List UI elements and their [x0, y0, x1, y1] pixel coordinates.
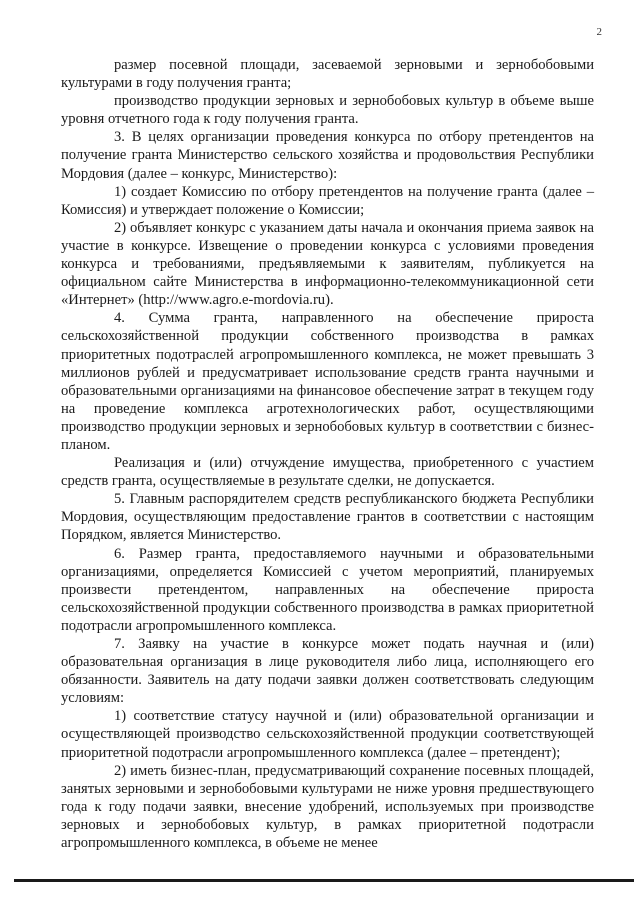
paragraph-sown-area: размер посевной площади, засеваемой зерновыми и зернобобовыми культурами в году получения гранта;	[61, 57, 594, 92]
paragraph-property-disposal: Реализация и (или) отчуждение имущества, приобретенного с участием средств гранта, осуществляемые в результате сделки, не допускается.	[61, 455, 594, 490]
document-body	[61, 56, 594, 852]
paragraph-7-item-2: 2) иметь бизнес-план, предусматривающий сохранение посевных площадей, занятых зерновыми и зернобобовыми культурами не ниже уровня предшествующего года к году подачи заявки, внесение удобрений, используемых при производстве зерновых и зернобобовых культур, в рамках приоритетной подотрасли агропромышленного комплекса, в объеме не менее	[61, 762, 594, 852]
paragraph-3-item-1: 1) создает Комиссию по отбору претендентов на получение гранта (далее – Комиссия) и утверждает положение о Комиссии;	[61, 183, 594, 218]
paragraph-section-6: 6. Размер гранта, предоставляемого научными и образовательными организациями, определяется Комиссией с учетом мероприятий, планируемых произвести претендентом, направленных на обеспечение прироста сельскохозяйственной продукции собственного производства в рамках приоритетной подотрасли агропромышленного комплекса.	[61, 545, 594, 634]
page-number: 2	[596, 26, 602, 38]
paragraph-section-3: 3. В целях организации проведения конкурса по отбору претендентов на получение гранта Министерство сельского хозяйства и продовольствия Республики Мордовия (далее – конкурс, Министерство):	[61, 129, 594, 182]
paragraph-section-5: 5. Главным распорядителем средств республиканского бюджета Республики Мордовия, осуществляющим предоставление грантов в соответствии с настоящим Порядком, является Министерство.	[61, 491, 594, 544]
paragraph-7-item-1: 1) соответствие статусу научной и (или) образовательной организации и осуществляющей производство сельскохозяйственной продукции соответствующей приоритетной подотрасли агропромышленного комплекса (далее – претендент);	[61, 708, 594, 761]
paragraph-production: производство продукции зерновых и зернобобовых культур в объеме выше уровня отчетного года к году получения гранта.	[61, 93, 594, 128]
bottom-rule	[14, 879, 634, 882]
paragraph-3-item-2: 2) объявляет конкурс с указанием даты начала и окончания приема заявок на участие в конкурсе. Извещение о проведении конкурса с условиями проведения конкурса и требованиями, предъявляемыми к заявителям, публикуется на официальном сайте Министерства в информационно-телекоммуникационной сети «Интернет» (http://www.agro.e-mordovia.ru).	[61, 219, 594, 309]
paragraph-section-7: 7. Заявку на участие в конкурсе может подать научная и (или) образовательная организация в лице руководителя либо лица, исполняющего его обязанности. Заявитель на дату подачи заявки должен соответствовать следующим условиям:	[61, 636, 594, 707]
paragraph-section-4: 4. Сумма гранта, направленного на обеспечение прироста сельскохозяйственной продукции собственного производства в рамках приоритетных подотраслей агропромышленного комплекса, не может превышать 3 миллионов рублей и предусматривает использование средств гранта научными и образовательными организациями на финансовое обеспечение затрат в текущем году на проведение комплекса агротехнологических работ, осуществляющими производство продукции зерновых и зернобобовых культур в соответствии с бизнес-планом.	[61, 310, 594, 453]
